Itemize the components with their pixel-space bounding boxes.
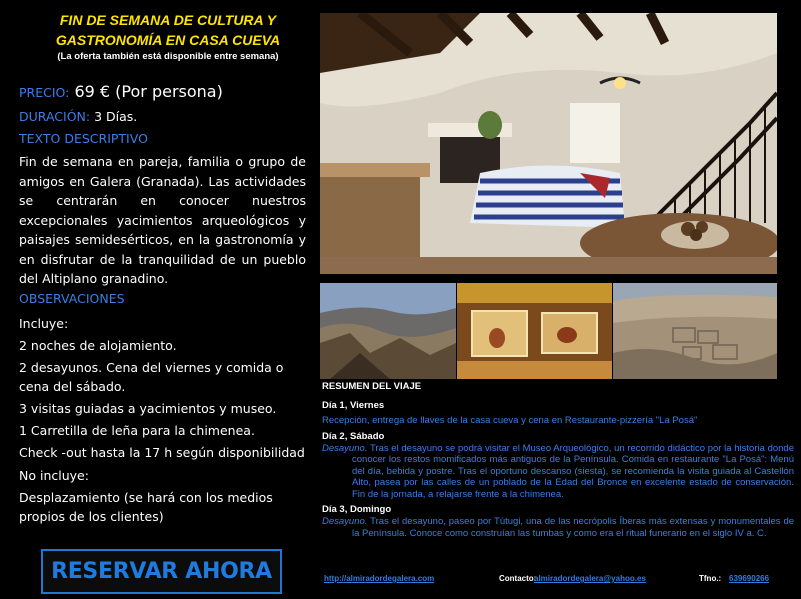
- page-subtitle: (La oferta también está disponible entre semana): [57, 51, 279, 62]
- observation-item: 2 noches de alojamiento.: [19, 337, 177, 353]
- archaeological-site-photo: [613, 283, 777, 379]
- observation-item: 3 visitas guiadas a yacimientos y museo.: [19, 401, 277, 417]
- observation-item: Incluye:: [19, 315, 69, 331]
- day-2-text: [322, 443, 794, 501]
- description-label: TEXTO DESCRIPTIVO: [19, 131, 148, 146]
- duration-label: DURACIÓN:: [19, 109, 91, 124]
- description-text: Fin de semana en pareja, familia o grupo de amigos en Galera (Granada). Las actividades se centrarán en conocer nuestros excepcionales yacimientos arqueológicos y paisajes semidesérticos, en la gastronomía y en disfrutar de la tranquilidad de un pueblo del Altiplano granadino.: [19, 154, 306, 286]
- website-link[interactable]: http://almiradordegalera.com: [324, 574, 435, 583]
- phone-label: Tfno.:: [699, 574, 722, 583]
- email-link[interactable]: almiradordegalera@yahoo.es: [534, 574, 646, 583]
- landscape-photo: [320, 283, 456, 379]
- price-value: 69 € (Por persona): [74, 82, 223, 101]
- observation-item: No incluye:: [19, 467, 89, 483]
- day-1-text: Recepción, entrega de llaves de la casa cueva y cena en Restaurante-pizzería "La Posá": [322, 415, 698, 426]
- day-2-title: Día 2, Sábado: [322, 430, 385, 442]
- day-3-title: Día 3, Domingo: [322, 504, 392, 515]
- duration-value: 3 Días.: [94, 109, 138, 124]
- price-row: [19, 82, 306, 108]
- day-3-body: Tras el desayuno, paseo por Tútugi, una de las necrópolis Íberas más extensas y monumentales de la Península. Conoce como construían las tumbas y como era el ritual funerario en el siglo IV a. C.: [352, 516, 795, 539]
- title-line-1: FIN DE SEMANA DE CULTURA Y: [59, 12, 277, 28]
- page-title: [18, 10, 318, 50]
- observation-item: Check -out hasta la 17 h según disponibilidad: [19, 445, 305, 461]
- day-2-body: Tras el desayuno se podrá visitar el Museo Arqueológico, un recorrido didáctico por la historia donde conocer los restos momificados más antiguos de la Península. Comida en restaurante "La Posá": Menú del día, bebida y postre. Tras el oportuno descanso (siesta), se recomienda la visita guiada al Castellón Alto, pasea por las calles de un poblado de la Edad del Bronce en excelente estado de conservación. Fin de la jornada, a relajarse frente a la chimenea.: [352, 442, 794, 500]
- offer-info: [19, 82, 306, 529]
- contact-label: Contacto:: [499, 574, 537, 583]
- cave-house-photo: [320, 13, 777, 274]
- phone-link[interactable]: 639690266: [729, 574, 770, 583]
- price-label: PRECIO:: [19, 85, 70, 100]
- trip-summary: [322, 381, 794, 539]
- museum-photo: [457, 283, 612, 379]
- observation-item: Desplazamiento (se hará con los medios propios de los clientes): [19, 489, 273, 524]
- day-3-lead: Desayuno.: [322, 516, 368, 527]
- day-3-text: [322, 516, 794, 539]
- reserve-now-button[interactable]: RESERVAR AHORA: [41, 549, 282, 594]
- observation-item: 2 desayunos. Cena del viernes y comida o cena del sábado.: [19, 359, 284, 394]
- day-2-lead: Desayuno.: [322, 442, 368, 454]
- observations-list: [19, 314, 306, 526]
- observations-label: OBSERVACIONES: [19, 290, 125, 306]
- title-line-2: GASTRONOMÍA EN CASA CUEVA: [55, 32, 281, 48]
- summary-title: RESUMEN DEL VIAJE: [322, 381, 422, 392]
- observation-item: 1 Carretilla de leña para la chimenea.: [19, 423, 255, 439]
- day-1-title: Día 1, Viernes: [322, 400, 385, 411]
- duration-row: [19, 109, 306, 131]
